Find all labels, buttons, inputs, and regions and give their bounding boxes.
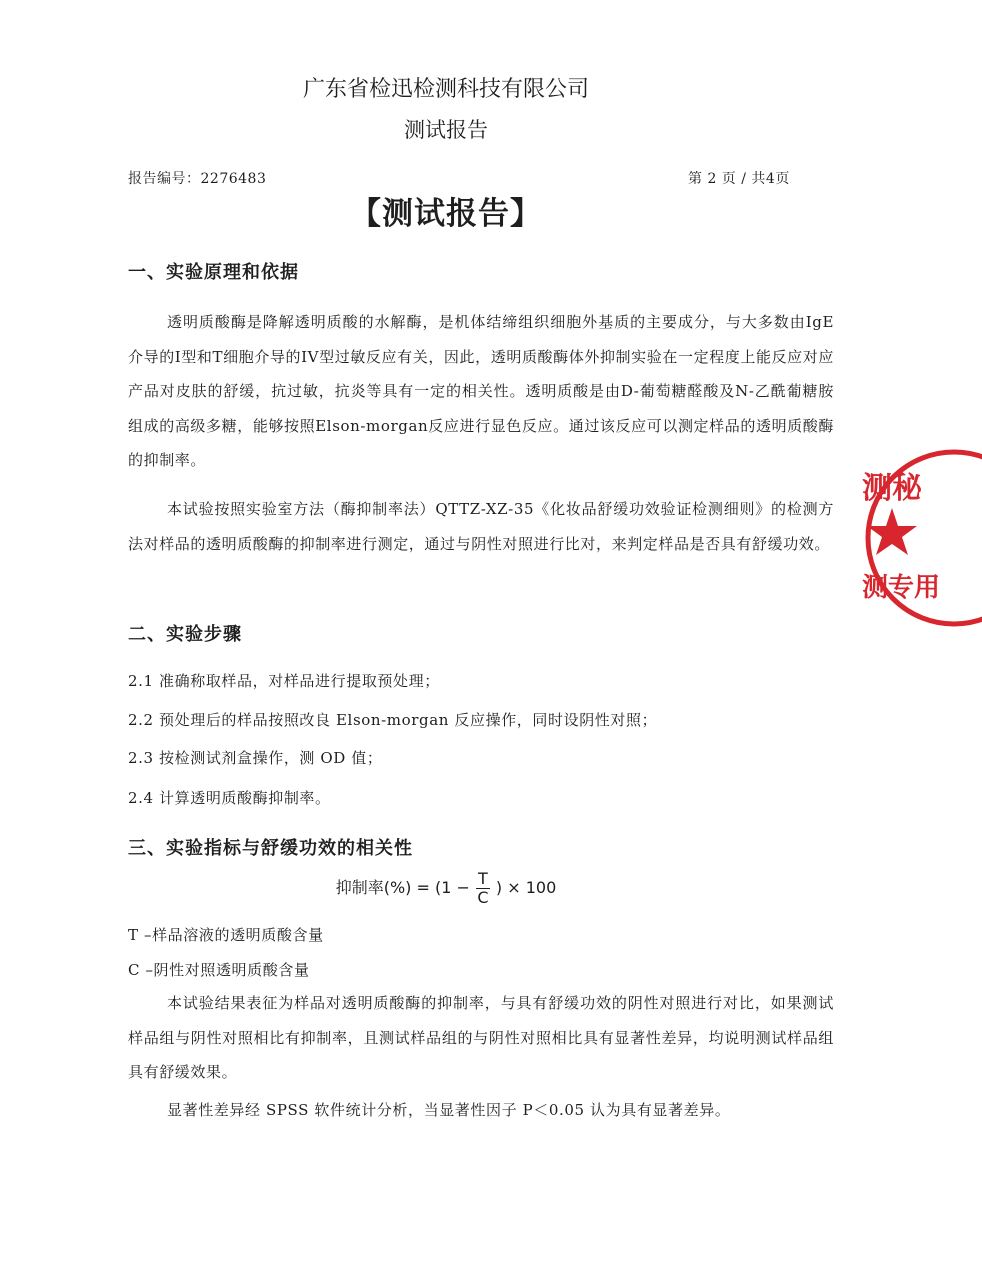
page-number: 第 2 页 / 共4页 (688, 171, 790, 187)
correlation-paragraph-2: 显著性差异经 SPSS 软件统计分析，当显著性因子 P＜0.05 认为具有显著差异。 (167, 1101, 731, 1119)
seal-text-top: 测秘 (862, 471, 922, 506)
report-subtitle: 测试报告 (404, 118, 488, 142)
section-heading-principle: 一、实验原理和依据 (128, 262, 299, 283)
section-heading-correlation: 三、实验指标与舒缓功效的相关性 (128, 838, 413, 859)
seal-star-icon (867, 508, 917, 555)
section-heading-steps: 二、实验步骤 (128, 624, 242, 645)
definition-c: C –阴性对照透明质酸含量 (128, 961, 310, 979)
formula-denominator: C (477, 888, 489, 907)
correlation-paragraph-1: 本试验结果表征为样品对透明质酸酶的抑制率，与具有舒缓功效的阴性对照进行对比，如果测试样品组与阴性对照相比有抑制率，且测试样品组的与阴性对照相比具有显著性差异，均说明测试样品组具有舒缓效果。 (128, 994, 834, 1081)
definition-t: T –样品溶液的透明质酸含量 (128, 926, 324, 944)
seal-text-bottom: 测专用 (862, 573, 941, 603)
formula-fraction (476, 870, 490, 907)
step-item: 2.1 准确称取样品，对样品进行提取预处理； (128, 672, 440, 690)
company-name: 广东省检迅检测科技有限公司 (302, 77, 589, 102)
formula-right: ) × 100 (495, 878, 557, 897)
inspection-seal (862, 446, 982, 630)
step-item: 2.3 按检测试剂盒操作，测 OD 值； (128, 749, 383, 767)
formula-left: 抑制率(%) = (1 − (335, 878, 470, 897)
formula-numerator: T (478, 869, 488, 888)
principle-paragraph-2: 本试验按照实验室方法（酶抑制率法）QTTZ-XZ-35《化妆品舒缓功效验证检测细则》的检测方法对样品的透明质酸酶的抑制率进行测定，通过与阴性对照进行比对，来判定样品是否具有舒缓功效。 (128, 500, 834, 553)
step-item: 2.4 计算透明质酸酶抑制率。 (128, 789, 331, 807)
report-title: 【测试报告】 (350, 196, 542, 232)
inhibition-formula (0, 870, 892, 907)
principle-paragraph-1: 透明质酸酶是降解透明质酸的水解酶，是机体结缔组织细胞外基质的主要成分，与大多数由IgE介导的I型和T细胞介导的IV型过敏反应有关，因此，透明质酸酶体外抑制实验在一定程度上能反应对应产品对皮肤的舒缓，抗过敏，抗炎等具有一定的相关性。透明质酸是由D-葡萄糖醛酸及N-乙酰葡糖胺组成的高级多糖，能够按照Elson-morgan反应进行显色反应。通过该反应可以测定样品的透明质酸酶的抑制率。 (128, 313, 834, 469)
step-item: 2.2 预处理后的样品按照改良 Elson-morgan 反应操作，同时设阴性对照； (128, 711, 658, 729)
report-number: 报告编号：2276483 (128, 171, 267, 187)
